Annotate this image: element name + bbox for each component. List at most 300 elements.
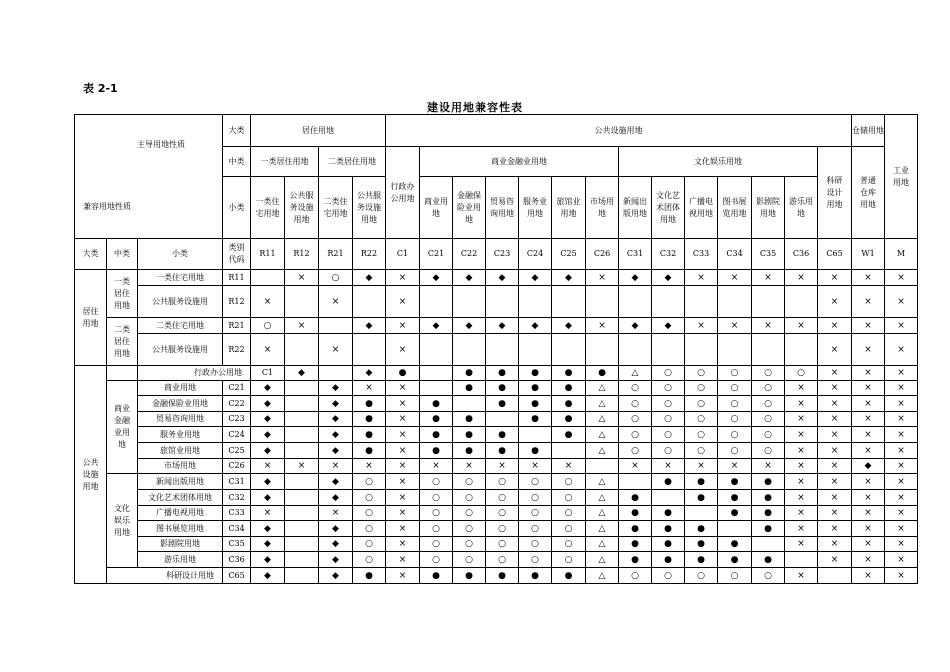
- compat-cell: ×: [353, 381, 386, 396]
- compat-cell: ●: [652, 552, 685, 568]
- compat-cell: ×: [885, 474, 918, 490]
- compat-cell: ○: [685, 396, 718, 412]
- table-row: [75, 459, 918, 474]
- compat-cell: ×: [852, 366, 885, 381]
- header-major-label: 大类: [223, 115, 251, 147]
- compat-cell: ×: [319, 286, 353, 318]
- compat-cell: ◆: [251, 568, 285, 584]
- header-minor-label: 小类: [223, 177, 251, 239]
- compat-cell: ●: [486, 427, 519, 443]
- compat-cell: ◆: [619, 270, 652, 286]
- compat-cell: ×: [386, 474, 420, 490]
- compat-cell: ○: [519, 474, 552, 490]
- compat-cell: △: [586, 396, 619, 412]
- compat-cell: ○: [752, 412, 785, 427]
- col-code: C22: [453, 239, 486, 270]
- row-name: 图书展览用地: [138, 521, 223, 537]
- compat-cell: ○: [552, 474, 586, 490]
- compat-cell: ○: [718, 396, 752, 412]
- compat-cell: ×: [718, 318, 752, 334]
- compat-cell: [285, 490, 319, 506]
- compat-cell: ×: [785, 490, 818, 506]
- compat-cell: ●: [453, 568, 486, 584]
- compat-cell: ×: [586, 318, 619, 334]
- compat-cell: [552, 334, 586, 366]
- col-name: 贸易咨询用地: [486, 177, 519, 239]
- row-name: 商业用地: [138, 381, 223, 396]
- table-row: [75, 412, 918, 427]
- compat-cell: ×: [251, 459, 285, 474]
- compat-cell: △: [586, 537, 619, 552]
- compat-cell: ×: [818, 552, 852, 568]
- compat-cell: ◆: [251, 537, 285, 552]
- compat-cell: ×: [586, 270, 619, 286]
- compat-cell: [752, 286, 785, 318]
- compat-cell: △: [586, 552, 619, 568]
- compat-cell: ×: [386, 552, 420, 568]
- col-name: 文化艺术团体用地: [652, 177, 685, 239]
- compat-cell: △: [586, 568, 619, 584]
- compat-cell: ○: [552, 552, 586, 568]
- compat-cell: ◆: [486, 318, 519, 334]
- compat-cell: ○: [718, 366, 752, 381]
- compat-cell: ×: [785, 459, 818, 474]
- compat-cell: ◆: [619, 318, 652, 334]
- compat-cell: ○: [752, 427, 785, 443]
- compat-cell: ●: [453, 381, 486, 396]
- table-row: [75, 318, 918, 334]
- compat-cell: ●: [652, 506, 685, 521]
- compat-cell: ×: [818, 286, 852, 318]
- compat-cell: [685, 286, 718, 318]
- compat-cell: ◆: [251, 490, 285, 506]
- compat-cell: ×: [386, 412, 420, 427]
- compat-cell: ○: [486, 490, 519, 506]
- compat-cell: ○: [319, 270, 353, 286]
- compat-cell: ○: [453, 552, 486, 568]
- compat-cell: [285, 396, 319, 412]
- compat-cell: [752, 537, 785, 552]
- row-code: C23: [223, 412, 251, 427]
- empty-cell: [107, 366, 138, 381]
- compat-cell: ○: [685, 381, 718, 396]
- compat-cell: [453, 396, 486, 412]
- compat-cell: [519, 334, 552, 366]
- compat-cell: [319, 318, 353, 334]
- compat-cell: ●: [685, 537, 718, 552]
- compat-cell: [718, 286, 752, 318]
- compat-cell: ◆: [319, 490, 353, 506]
- compat-cell: ◆: [319, 474, 353, 490]
- header-res-class1: 一类居住用地: [251, 147, 319, 177]
- header-res-class2: 二类居住用地: [319, 147, 386, 177]
- compat-cell: ×: [285, 270, 319, 286]
- compat-cell: ●: [685, 521, 718, 537]
- compat-cell: △: [586, 427, 619, 443]
- compat-cell: [652, 490, 685, 506]
- compat-cell: ◆: [453, 318, 486, 334]
- compat-cell: ○: [619, 568, 652, 584]
- compat-cell: [519, 286, 552, 318]
- compat-cell: ○: [519, 537, 552, 552]
- compat-cell: ×: [852, 568, 885, 584]
- compat-cell: ○: [353, 521, 386, 537]
- compat-cell: ●: [420, 427, 453, 443]
- compat-cell: [285, 427, 319, 443]
- row-name: 行政办公用地: [138, 366, 251, 381]
- compat-cell: ●: [453, 443, 486, 459]
- compat-cell: ×: [386, 381, 420, 396]
- compat-cell: [285, 568, 319, 584]
- compat-cell: [752, 334, 785, 366]
- compat-cell: ●: [486, 443, 519, 459]
- compat-cell: [420, 286, 453, 318]
- compat-cell: ×: [386, 506, 420, 521]
- compat-cell: ×: [885, 381, 918, 396]
- compat-cell: [285, 552, 319, 568]
- compat-cell: [420, 334, 453, 366]
- compat-cell: [586, 334, 619, 366]
- compat-cell: ◆: [852, 459, 885, 474]
- row-code: C21: [223, 381, 251, 396]
- row-code: C36: [223, 552, 251, 568]
- compat-cell: ○: [552, 506, 586, 521]
- compat-cell: ○: [353, 552, 386, 568]
- compat-cell: [285, 334, 319, 366]
- compat-cell: ×: [319, 459, 353, 474]
- table-row: [75, 443, 918, 459]
- col-name: 一类住宅用地: [251, 177, 285, 239]
- compat-cell: [285, 474, 319, 490]
- compat-cell: ○: [353, 537, 386, 552]
- compat-cell: ×: [386, 537, 420, 552]
- compat-cell: ×: [386, 270, 420, 286]
- compat-cell: ×: [251, 286, 285, 318]
- header-storage: 仓储用地: [852, 115, 885, 147]
- compat-cell: ●: [718, 552, 752, 568]
- compat-cell: ○: [652, 366, 685, 381]
- compat-cell: [453, 286, 486, 318]
- row-code: C33: [223, 506, 251, 521]
- compat-cell: ◆: [652, 318, 685, 334]
- compat-cell: ◆: [552, 270, 586, 286]
- row-code: C26: [223, 459, 251, 474]
- compat-cell: ◆: [319, 568, 353, 584]
- compat-cell: ×: [818, 443, 852, 459]
- compat-cell: ○: [453, 490, 486, 506]
- compat-cell: ○: [453, 537, 486, 552]
- compat-cell: ×: [386, 568, 420, 584]
- compat-cell: ○: [685, 568, 718, 584]
- compat-cell: ◆: [285, 366, 319, 381]
- compat-cell: ●: [519, 568, 552, 584]
- table-row: [75, 552, 918, 568]
- compat-cell: ×: [818, 366, 852, 381]
- row-code: C35: [223, 537, 251, 552]
- table-title: 建设用地兼容性表: [427, 101, 523, 114]
- header-culture: 文化娱乐用地: [619, 147, 818, 177]
- compat-cell: ×: [353, 459, 386, 474]
- compat-cell: [586, 286, 619, 318]
- compat-cell: △: [586, 474, 619, 490]
- compat-cell: ×: [852, 318, 885, 334]
- compat-cell: ●: [586, 366, 619, 381]
- col-code: C26: [586, 239, 619, 270]
- row-name: 金融保险业用地: [138, 396, 223, 412]
- compat-cell: ○: [619, 443, 652, 459]
- compat-cell: ×: [319, 506, 353, 521]
- compat-cell: ×: [386, 490, 420, 506]
- compat-cell: ×: [453, 459, 486, 474]
- compat-cell: ◆: [251, 381, 285, 396]
- header-general-storage: 普通仓库用地: [852, 147, 885, 239]
- compat-cell: ×: [785, 427, 818, 443]
- compat-cell: ◆: [319, 412, 353, 427]
- compat-cell: ×: [818, 412, 852, 427]
- compat-cell: ◆: [353, 270, 386, 286]
- compat-cell: ○: [552, 490, 586, 506]
- compat-cell: [285, 537, 319, 552]
- row-name: 文化艺术团体用地: [138, 490, 223, 506]
- compat-cell: ×: [752, 318, 785, 334]
- compat-cell: ×: [852, 521, 885, 537]
- compat-cell: [685, 334, 718, 366]
- compat-cell: ●: [718, 537, 752, 552]
- compat-cell: ×: [852, 286, 885, 318]
- row-name: 公共服务设施用: [138, 334, 223, 366]
- compat-cell: ×: [785, 506, 818, 521]
- compat-cell: ×: [685, 318, 718, 334]
- compat-cell: ●: [552, 396, 586, 412]
- compat-cell: ○: [486, 506, 519, 521]
- compat-cell: ○: [718, 427, 752, 443]
- compat-cell: [785, 286, 818, 318]
- compat-cell: ×: [818, 318, 852, 334]
- table-row: [75, 506, 918, 521]
- group-res-class2: 二类居住用地: [107, 318, 138, 366]
- compat-cell: ×: [852, 474, 885, 490]
- compat-cell: [619, 334, 652, 366]
- compat-cell: ◆: [420, 318, 453, 334]
- compat-cell: ×: [785, 381, 818, 396]
- compat-cell: ○: [486, 552, 519, 568]
- compat-cell: ×: [885, 396, 918, 412]
- compat-cell: ×: [885, 286, 918, 318]
- compat-cell: ○: [552, 521, 586, 537]
- row-code: R21: [223, 318, 251, 334]
- header-industrial: 工业用地: [885, 115, 918, 239]
- compat-cell: [619, 474, 652, 490]
- table-row: [75, 396, 918, 412]
- compat-cell: [420, 381, 453, 396]
- compat-cell: ●: [353, 568, 386, 584]
- compat-cell: ○: [752, 396, 785, 412]
- compat-cell: △: [586, 412, 619, 427]
- compat-cell: ◆: [319, 552, 353, 568]
- compat-cell: ×: [652, 459, 685, 474]
- compat-cell: [319, 366, 353, 381]
- compat-cell: ●: [619, 506, 652, 521]
- compat-cell: ●: [619, 537, 652, 552]
- compat-cell: ×: [885, 568, 918, 584]
- compat-cell: ●: [486, 568, 519, 584]
- row-name: 一类住宅用地: [138, 270, 223, 286]
- compat-cell: ◆: [251, 412, 285, 427]
- compat-cell: ●: [420, 568, 453, 584]
- compat-cell: ○: [453, 474, 486, 490]
- row-code: C22: [223, 396, 251, 412]
- compat-cell: ◆: [652, 270, 685, 286]
- compat-cell: ◆: [251, 552, 285, 568]
- level-code-label: 类别代码: [223, 239, 251, 270]
- col-code: C31: [619, 239, 652, 270]
- compat-cell: ○: [752, 568, 785, 584]
- group-public: 公共设施用地: [75, 366, 107, 584]
- compat-cell: ◆: [319, 443, 353, 459]
- compat-cell: ◆: [319, 521, 353, 537]
- compat-cell: ○: [420, 537, 453, 552]
- compat-cell: ×: [386, 521, 420, 537]
- compat-cell: ×: [319, 334, 353, 366]
- col-code: C23: [486, 239, 519, 270]
- col-code: C21: [420, 239, 453, 270]
- compat-cell: ×: [251, 506, 285, 521]
- compatibility-table: [74, 114, 918, 584]
- compat-cell: ●: [420, 396, 453, 412]
- compat-cell: ●: [453, 412, 486, 427]
- compat-cell: ●: [519, 366, 552, 381]
- compat-cell: [685, 506, 718, 521]
- compat-cell: ●: [453, 366, 486, 381]
- compat-cell: [285, 286, 319, 318]
- compat-cell: ×: [386, 334, 420, 366]
- compat-cell: ◆: [319, 537, 353, 552]
- row-name: 二类住宅用地: [138, 318, 223, 334]
- compat-cell: [519, 427, 552, 443]
- compat-cell: [652, 334, 685, 366]
- table-body: [75, 115, 918, 584]
- compat-cell: ×: [885, 506, 918, 521]
- compat-cell: ×: [852, 334, 885, 366]
- row-name: 广播电视用地: [138, 506, 223, 521]
- compat-cell: ×: [386, 286, 420, 318]
- col-code: C24: [519, 239, 552, 270]
- compat-cell: [453, 334, 486, 366]
- col-name: 广播电视用地: [685, 177, 718, 239]
- compat-cell: [619, 286, 652, 318]
- compat-cell: △: [586, 443, 619, 459]
- compat-cell: ×: [785, 568, 818, 584]
- compat-cell: ○: [619, 381, 652, 396]
- row-name: 市场用地: [138, 459, 223, 474]
- group-res-class1: 一类居住用地: [107, 270, 138, 318]
- compat-cell: ×: [885, 459, 918, 474]
- compat-cell: ×: [818, 381, 852, 396]
- row-code: R11: [223, 270, 251, 286]
- compat-cell: ×: [852, 490, 885, 506]
- col-code: C34: [718, 239, 752, 270]
- level-middle-label: 中类: [107, 239, 138, 270]
- compat-cell: ×: [251, 334, 285, 366]
- col-name: 游乐用地: [785, 177, 818, 239]
- compat-cell: ×: [386, 443, 420, 459]
- compat-cell: [285, 506, 319, 521]
- compat-cell: ●: [619, 490, 652, 506]
- col-name: 旅馆业用地: [552, 177, 586, 239]
- compat-cell: ×: [386, 396, 420, 412]
- compat-cell: ○: [519, 490, 552, 506]
- compat-cell: ×: [718, 459, 752, 474]
- compat-cell: ●: [386, 366, 420, 381]
- compat-cell: ●: [752, 506, 785, 521]
- compat-cell: ×: [818, 334, 852, 366]
- compat-cell: [552, 443, 586, 459]
- level-minor-label: 小类: [138, 239, 223, 270]
- compat-cell: ○: [353, 506, 386, 521]
- compat-cell: ●: [619, 552, 652, 568]
- table-row: [75, 427, 918, 443]
- corner-compatible-label: 兼容用地性质: [83, 201, 131, 211]
- compat-cell: ×: [852, 396, 885, 412]
- compat-cell: ○: [420, 521, 453, 537]
- compat-cell: ×: [885, 490, 918, 506]
- compat-cell: ●: [685, 552, 718, 568]
- compat-cell: ○: [718, 381, 752, 396]
- row-code: R22: [223, 334, 251, 366]
- compat-cell: ○: [353, 474, 386, 490]
- compat-cell: ○: [619, 427, 652, 443]
- compat-cell: ×: [785, 474, 818, 490]
- compat-cell: ×: [852, 270, 885, 286]
- compat-cell: ●: [685, 490, 718, 506]
- row-name: 影剧院用地: [138, 537, 223, 552]
- col-code: C35: [752, 239, 785, 270]
- table-row: [75, 334, 918, 366]
- corner-primary-label: 主导用地性质: [137, 139, 185, 149]
- row-code: C25: [223, 443, 251, 459]
- compat-cell: ×: [852, 412, 885, 427]
- compat-cell: ×: [519, 459, 552, 474]
- compat-cell: ×: [885, 427, 918, 443]
- compat-cell: ○: [486, 537, 519, 552]
- compat-cell: ×: [818, 270, 852, 286]
- compat-cell: ●: [486, 396, 519, 412]
- compat-cell: ●: [353, 412, 386, 427]
- compat-cell: [285, 412, 319, 427]
- compat-cell: △: [619, 366, 652, 381]
- row-code: C1: [251, 366, 285, 381]
- compat-cell: ●: [353, 443, 386, 459]
- compat-cell: ×: [685, 270, 718, 286]
- row-code: C24: [223, 427, 251, 443]
- compat-cell: ●: [519, 443, 552, 459]
- compat-cell: ×: [752, 459, 785, 474]
- compat-cell: [486, 334, 519, 366]
- compat-cell: [486, 286, 519, 318]
- compat-cell: ○: [752, 381, 785, 396]
- compat-cell: ×: [752, 270, 785, 286]
- compat-cell: ×: [486, 459, 519, 474]
- table-row: [75, 537, 918, 552]
- group-commercial: 商业金融业用地: [107, 381, 138, 474]
- col-code: C65: [818, 239, 852, 270]
- compat-cell: ◆: [251, 521, 285, 537]
- compat-cell: ○: [420, 490, 453, 506]
- col-name: 金融保险业用地: [453, 177, 486, 239]
- compat-cell: ●: [718, 474, 752, 490]
- compat-cell: ●: [752, 552, 785, 568]
- col-code: C33: [685, 239, 718, 270]
